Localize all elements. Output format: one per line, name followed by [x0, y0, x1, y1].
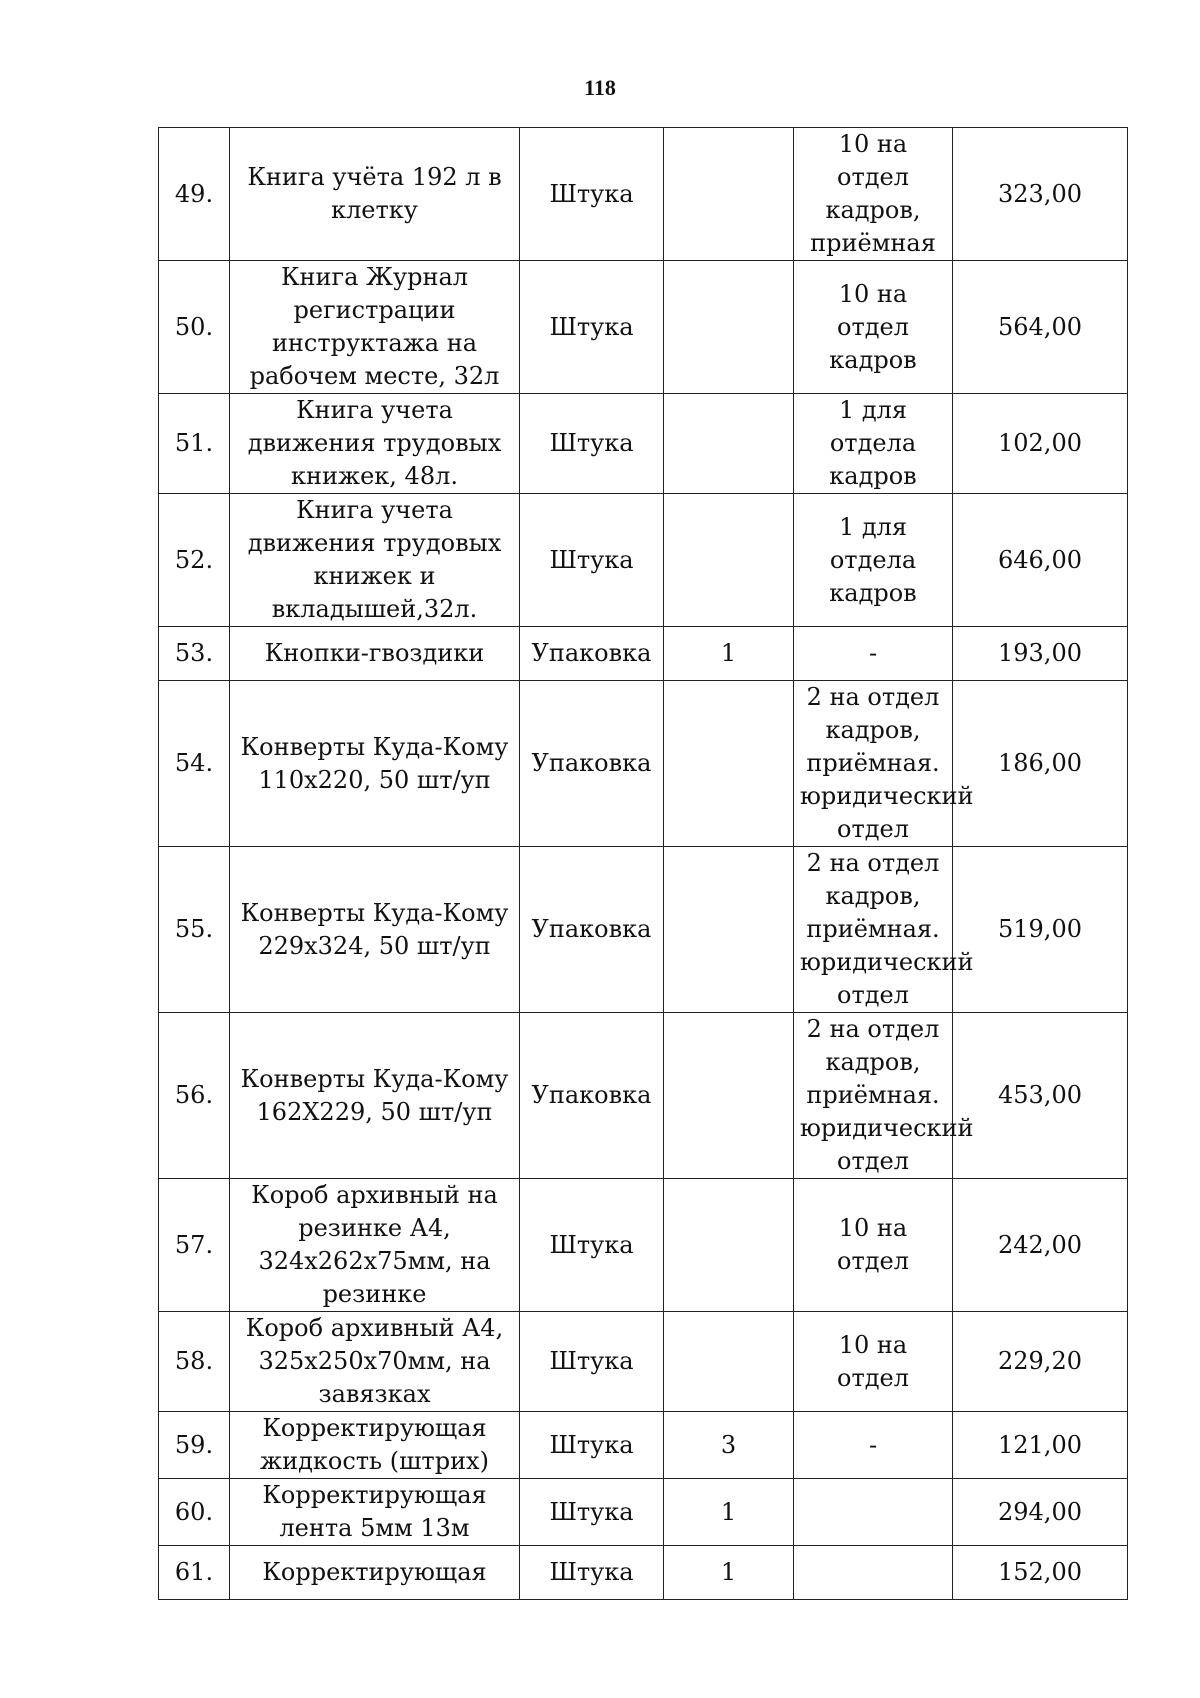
table-row — [159, 1412, 1128, 1479]
item-price: 186,00 — [953, 681, 1128, 847]
item-note: 2 на отдел кадров, приёмная. юридический отдел — [794, 1013, 953, 1179]
table-row — [159, 261, 1128, 394]
item-note: 2 на отдел кадров, приёмная. юридический отдел — [794, 847, 953, 1013]
table-row — [159, 494, 1128, 627]
item-note: 2 на отдел кадров, приёмная. юридический отдел — [794, 681, 953, 847]
item-unit: Штука — [520, 128, 664, 261]
item-name: Конверты Куда-Кому 162X229, 50 шт/уп — [230, 1013, 520, 1179]
item-quantity — [664, 1013, 794, 1179]
item-name: Короб архивный А4, 325x250x70мм, на завязках — [230, 1312, 520, 1412]
item-price: 564,00 — [953, 261, 1128, 394]
item-unit: Штука — [520, 1546, 664, 1600]
item-price: 152,00 — [953, 1546, 1128, 1600]
row-number: 52. — [159, 494, 230, 627]
item-name: Конверты Куда-Кому 229x324, 50 шт/уп — [230, 847, 520, 1013]
item-price: 242,00 — [953, 1179, 1128, 1312]
item-unit: Штука — [520, 1312, 664, 1412]
item-note: 10 на отдел кадров — [794, 261, 953, 394]
item-unit: Штука — [520, 494, 664, 627]
table-row — [159, 128, 1128, 261]
item-unit: Упаковка — [520, 627, 664, 681]
row-number: 50. — [159, 261, 230, 394]
table-row — [159, 1479, 1128, 1546]
row-number: 61. — [159, 1546, 230, 1600]
row-number: 57. — [159, 1179, 230, 1312]
row-number: 56. — [159, 1013, 230, 1179]
item-quantity: 1 — [664, 1546, 794, 1600]
items-table — [158, 127, 1128, 1600]
item-name: Корректирующая — [230, 1546, 520, 1600]
item-quantity — [664, 128, 794, 261]
item-price: 519,00 — [953, 847, 1128, 1013]
item-price: 121,00 — [953, 1412, 1128, 1479]
item-quantity — [664, 681, 794, 847]
item-note: - — [794, 627, 953, 681]
row-number: 55. — [159, 847, 230, 1013]
item-price: 323,00 — [953, 128, 1128, 261]
item-price: 453,00 — [953, 1013, 1128, 1179]
item-unit: Упаковка — [520, 681, 664, 847]
table-row — [159, 1179, 1128, 1312]
item-name: Книга Журнал регистрации инструктажа на рабочем месте, 32л — [230, 261, 520, 394]
item-quantity — [664, 1312, 794, 1412]
table-row — [159, 1546, 1128, 1600]
item-quantity: 3 — [664, 1412, 794, 1479]
item-note: 10 на отдел кадров, приёмная — [794, 128, 953, 261]
table-row — [159, 681, 1128, 847]
item-unit: Упаковка — [520, 847, 664, 1013]
item-name: Корректирующая жидкость (штрих) — [230, 1412, 520, 1479]
item-price: 294,00 — [953, 1479, 1128, 1546]
item-name: Корректирующая лента 5мм 13м — [230, 1479, 520, 1546]
item-note: 10 на отдел — [794, 1179, 953, 1312]
item-quantity: 1 — [664, 1479, 794, 1546]
row-number: 49. — [159, 128, 230, 261]
item-name: Кнопки-гвоздики — [230, 627, 520, 681]
row-number: 59. — [159, 1412, 230, 1479]
item-price: 193,00 — [953, 627, 1128, 681]
item-note: - — [794, 1412, 953, 1479]
item-quantity — [664, 847, 794, 1013]
item-note — [794, 1546, 953, 1600]
item-quantity — [664, 394, 794, 494]
item-unit: Штука — [520, 261, 664, 394]
item-quantity — [664, 1179, 794, 1312]
row-number: 54. — [159, 681, 230, 847]
item-note: 1 для отдела кадров — [794, 394, 953, 494]
row-number: 58. — [159, 1312, 230, 1412]
item-unit: Упаковка — [520, 1013, 664, 1179]
item-name: Книга учета движения трудовых книжек и вкладышей,32л. — [230, 494, 520, 627]
table-row — [159, 394, 1128, 494]
item-price: 102,00 — [953, 394, 1128, 494]
item-unit: Штука — [520, 1179, 664, 1312]
item-quantity: 1 — [664, 627, 794, 681]
table-row — [159, 627, 1128, 681]
item-price: 646,00 — [953, 494, 1128, 627]
item-name: Короб архивный на резинке А4, 324x262x75мм, на резинке — [230, 1179, 520, 1312]
row-number: 51. — [159, 394, 230, 494]
item-quantity — [664, 261, 794, 394]
item-unit: Штука — [520, 394, 664, 494]
table-row — [159, 1013, 1128, 1179]
item-unit: Штука — [520, 1479, 664, 1546]
item-note: 1 для отдела кадров — [794, 494, 953, 627]
item-unit: Штука — [520, 1412, 664, 1479]
row-number: 53. — [159, 627, 230, 681]
item-price: 229,20 — [953, 1312, 1128, 1412]
item-name: Конверты Куда-Кому 110x220, 50 шт/уп — [230, 681, 520, 847]
table-row — [159, 1312, 1128, 1412]
item-quantity — [664, 494, 794, 627]
item-name: Книга учёта 192 л в клетку — [230, 128, 520, 261]
item-name: Книга учета движения трудовых книжек, 48л. — [230, 394, 520, 494]
page-number: 118 — [584, 75, 616, 100]
row-number: 60. — [159, 1479, 230, 1546]
item-note: 10 на отдел — [794, 1312, 953, 1412]
table-row — [159, 847, 1128, 1013]
item-note — [794, 1479, 953, 1546]
